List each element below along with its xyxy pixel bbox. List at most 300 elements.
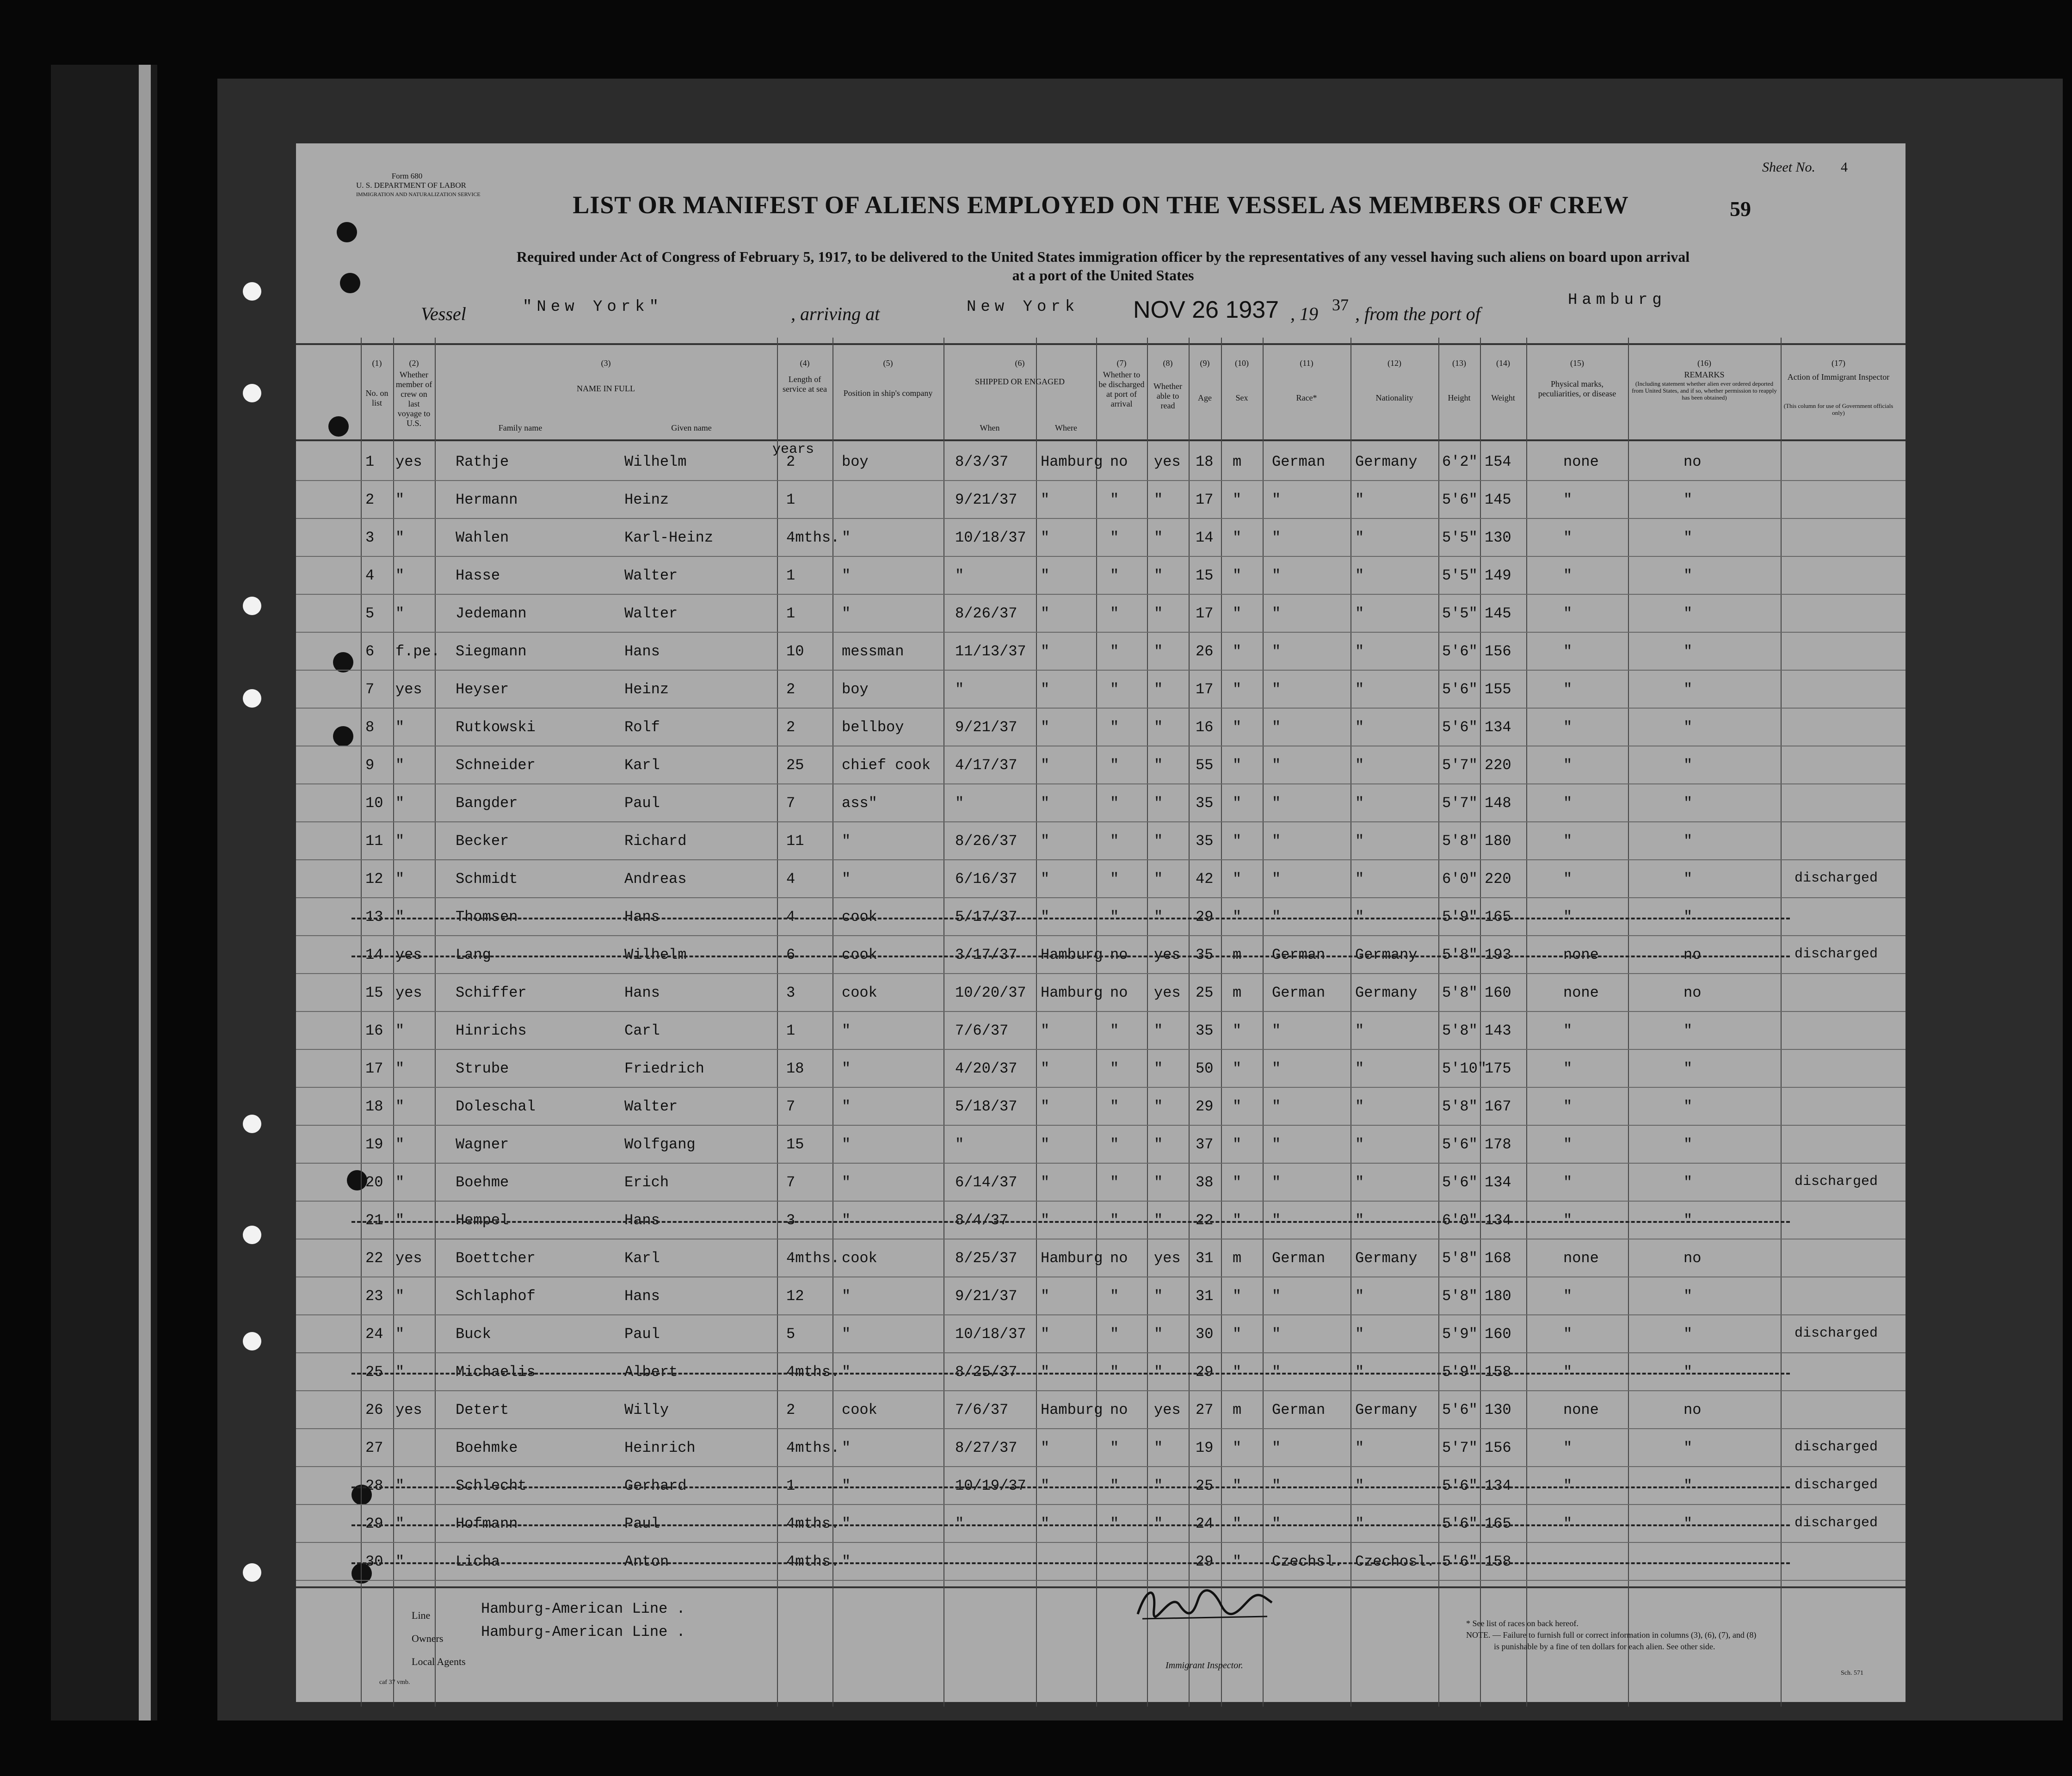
race: " (1272, 1515, 1281, 1532)
family-name: Wagner (456, 1136, 509, 1153)
race: German (1272, 946, 1326, 963)
table-row (296, 709, 1906, 746)
age: 29 (1196, 1363, 1214, 1381)
table-row (296, 558, 1906, 594)
nationality: Germany (1355, 453, 1418, 470)
family-name: Boehme (456, 1174, 509, 1191)
row-number: 8 (365, 719, 375, 736)
row-number: 15 (365, 984, 383, 1001)
sex: " (1233, 795, 1242, 812)
service-length: 5 (786, 1326, 796, 1343)
to-be-discharged: " (1110, 908, 1119, 925)
height: 5'9" (1442, 908, 1478, 925)
sex: " (1233, 1174, 1242, 1191)
shipped-when: " (955, 681, 964, 698)
able-to-read: " (1154, 908, 1163, 925)
shipped-where: " (1041, 643, 1050, 660)
col-9-header: Age (1198, 393, 1212, 402)
age: 37 (1196, 1136, 1214, 1153)
shipped-where: " (1041, 1212, 1050, 1229)
to-be-discharged: no (1110, 984, 1128, 1001)
physical-marks: " (1563, 1326, 1572, 1343)
prev-voyage: yes (395, 984, 422, 1001)
shipped-when: 7/6/37 (955, 1022, 1009, 1039)
service-length: 12 (786, 1288, 804, 1305)
shipped-where: " (1041, 1515, 1050, 1532)
given-name: Walter (624, 567, 678, 584)
height: 5'8" (1442, 1288, 1478, 1305)
remarks: " (1684, 1212, 1693, 1229)
able-to-read: " (1154, 1098, 1163, 1115)
shipped-where: " (1041, 1136, 1050, 1153)
nationality: Germany (1355, 1250, 1418, 1267)
family-name: Siegmann (456, 643, 527, 660)
table-bottom-rule (296, 1586, 1906, 1588)
given-name: Wilhelm (624, 946, 687, 963)
prev-voyage: " (395, 1477, 405, 1494)
height: 5'6" (1442, 1174, 1478, 1191)
row-number: 29 (365, 1515, 383, 1532)
age: 30 (1196, 1326, 1214, 1343)
col-17-note: (This column for use of Government officials only) (1783, 402, 1893, 416)
physical-marks: none (1563, 453, 1599, 470)
row-rule (296, 1163, 1906, 1164)
position: " (842, 1553, 851, 1570)
able-to-read: " (1154, 1060, 1163, 1077)
given-name: Paul (624, 1515, 660, 1532)
row-rule (296, 480, 1906, 481)
position: ass" (842, 795, 877, 812)
race: " (1272, 719, 1281, 736)
physical-marks: " (1563, 1098, 1572, 1115)
remarks: " (1684, 1439, 1693, 1456)
remarks: " (1684, 1326, 1693, 1343)
able-to-read: " (1154, 643, 1163, 660)
race: " (1272, 1212, 1281, 1229)
remarks: " (1684, 1477, 1693, 1494)
service-length: 4mths. (786, 1515, 840, 1532)
shipped-where: Hamburg (1041, 1401, 1103, 1418)
shipped-where: Hamburg (1041, 984, 1103, 1001)
shipped-when: 10/18/37 (955, 1326, 1026, 1343)
to-be-discharged: " (1110, 529, 1119, 546)
prev-voyage: " (395, 870, 405, 888)
physical-marks: " (1563, 1288, 1572, 1305)
given-name: Hans (624, 1288, 660, 1305)
physical-marks: " (1563, 1363, 1572, 1381)
race: German (1272, 1250, 1326, 1267)
prev-voyage: " (395, 908, 405, 925)
sex: m (1233, 984, 1242, 1001)
prev-voyage: " (395, 1553, 405, 1570)
sex: " (1233, 757, 1242, 774)
height: 5'6" (1442, 719, 1478, 736)
service-length: 1 (786, 491, 796, 508)
physical-marks: " (1563, 757, 1572, 774)
col-11-num: (11) (1300, 358, 1314, 368)
row-number: 22 (365, 1250, 383, 1267)
table-row (296, 1202, 1906, 1239)
physical-marks: " (1563, 643, 1572, 660)
row-rule (296, 973, 1906, 974)
physical-marks: none (1563, 946, 1599, 963)
shipped-when: 8/4/37 (955, 1212, 1009, 1229)
physical-marks: " (1563, 681, 1572, 698)
shipped-where: " (1041, 1326, 1050, 1343)
age: 29 (1196, 1553, 1214, 1570)
service-length: 1 (786, 1022, 796, 1039)
position: bellboy (842, 719, 904, 736)
family-name: Hempel (456, 1212, 509, 1229)
weight: 220 (1485, 757, 1511, 774)
binder-hole (243, 1563, 261, 1582)
family-name: Schlaphof (456, 1288, 536, 1305)
position: cook (842, 908, 877, 925)
height: 5'6" (1442, 1136, 1478, 1153)
physical-marks: " (1563, 870, 1572, 888)
table-row (296, 899, 1906, 936)
shipped-where: " (1041, 1363, 1050, 1381)
age: 17 (1196, 605, 1214, 622)
inspector-action: discharged (1794, 1174, 1878, 1190)
family-name: Boehmke (456, 1439, 518, 1456)
able-to-read: " (1154, 757, 1163, 774)
prev-voyage: " (395, 757, 405, 774)
remarks: " (1684, 1098, 1693, 1115)
age: 14 (1196, 529, 1214, 546)
position: " (842, 870, 851, 888)
col-17-header: Action of Immigrant Inspector (1787, 372, 1890, 382)
given-name: Karl (624, 757, 660, 774)
page-number: 59 (1730, 197, 1751, 221)
col-2-header: Whether member of crew on last voyage to U.S. (395, 370, 432, 428)
family-name: Schmidt (456, 870, 518, 888)
service-length: 4mths. (786, 1553, 840, 1570)
sex: " (1233, 719, 1242, 736)
service-length: 4 (786, 908, 796, 925)
family-name: Jedemann (456, 605, 527, 622)
shipped-where: " (1041, 681, 1050, 698)
position: " (842, 1174, 851, 1191)
col-1-header: No. on list (365, 388, 388, 407)
nationality: " (1355, 1477, 1364, 1494)
position: " (842, 1363, 851, 1381)
table-row (296, 1316, 1906, 1353)
physical-marks: " (1563, 605, 1572, 622)
table-row (296, 672, 1906, 708)
position: cook (842, 946, 877, 963)
table-row (296, 1392, 1906, 1429)
binder-hole (243, 1115, 261, 1133)
nationality: " (1355, 719, 1364, 736)
prev-voyage: " (395, 795, 405, 812)
family-name: Becker (456, 832, 509, 850)
row-number: 5 (365, 605, 375, 622)
row-number: 9 (365, 757, 375, 774)
subtitle-line-1: Required under Act of Congress of February 5, 1917, to be delivered to the United States immigration officer by the representatives of any vessel having such aliens on board upon arrival (516, 248, 1690, 265)
shipped-where: " (1041, 1288, 1050, 1305)
given-name: Carl (624, 1022, 660, 1039)
row-rule (296, 670, 1906, 671)
able-to-read: " (1154, 1022, 1163, 1039)
service-length: 7 (786, 795, 796, 812)
col-4-header: Length of service at sea (783, 375, 827, 394)
weight: 175 (1485, 1060, 1511, 1077)
nationality: Czechosl. (1355, 1553, 1435, 1570)
age: 29 (1196, 908, 1214, 925)
shipped-where: " (1041, 1174, 1050, 1191)
position: cook (842, 1250, 877, 1267)
nationality: " (1355, 1060, 1364, 1077)
position: " (842, 1212, 851, 1229)
to-be-discharged: " (1110, 681, 1119, 698)
race: " (1272, 1174, 1281, 1191)
sex: " (1233, 1136, 1242, 1153)
table-row (296, 1468, 1906, 1505)
shipped-when: 6/14/37 (955, 1174, 1018, 1191)
physical-marks: " (1563, 1136, 1572, 1153)
height: 5'5" (1442, 567, 1478, 584)
weight: 149 (1485, 567, 1511, 584)
prev-voyage: f.pe. (395, 643, 440, 660)
row-rule (296, 859, 1906, 860)
row-number: 21 (365, 1212, 383, 1229)
to-be-discharged: " (1110, 605, 1119, 622)
arriving-port: New York (967, 298, 1079, 316)
position: " (842, 1288, 851, 1305)
nationality: " (1355, 1363, 1364, 1381)
race: " (1272, 529, 1281, 546)
weight: 158 (1485, 1363, 1511, 1381)
height: 5'7" (1442, 1439, 1478, 1456)
given-name: Gerhard (624, 1477, 687, 1494)
weight: 168 (1485, 1250, 1511, 1267)
row-number: 23 (365, 1288, 383, 1305)
family-name: Schneider (456, 757, 536, 774)
sheet-number: 4 (1841, 160, 1848, 175)
able-to-read: " (1154, 1174, 1163, 1191)
weight: 156 (1485, 643, 1511, 660)
col-17-num: (17) (1832, 358, 1845, 368)
col-15-num: (15) (1570, 358, 1584, 368)
year-value: 37 (1332, 296, 1349, 314)
physical-marks: " (1563, 1439, 1572, 1456)
prev-voyage: yes (395, 1250, 422, 1267)
sex: " (1233, 567, 1242, 584)
row-number: 27 (365, 1439, 383, 1456)
given-name: Karl-Heinz (624, 529, 714, 546)
table-row (296, 1013, 1906, 1049)
shipped-where: " (1041, 1022, 1050, 1039)
height: 5'9" (1442, 1326, 1478, 1343)
table-row (296, 937, 1906, 974)
col-9-num: (9) (1200, 358, 1210, 368)
weight: 180 (1485, 1288, 1511, 1305)
row-rule (296, 1049, 1906, 1050)
race: " (1272, 1060, 1281, 1077)
to-be-discharged: " (1110, 643, 1119, 660)
nationality: Germany (1355, 984, 1418, 1001)
row-number: 4 (365, 567, 375, 584)
shipped-when: 9/21/37 (955, 491, 1018, 508)
col-12-num: (12) (1388, 358, 1401, 368)
row-rule (296, 1239, 1906, 1240)
binder-hole (243, 689, 261, 708)
sex: " (1233, 529, 1242, 546)
position: " (842, 529, 851, 546)
race: " (1272, 1326, 1281, 1343)
to-be-discharged: " (1110, 832, 1119, 850)
prev-voyage: yes (395, 453, 422, 470)
family-name: Thomsen (456, 908, 518, 925)
vessel-label: Vessel (421, 303, 466, 324)
prev-voyage: " (395, 1022, 405, 1039)
col-1-num: (1) (372, 358, 382, 368)
row-rule (296, 594, 1906, 595)
nationality: " (1355, 1136, 1364, 1153)
nationality: " (1355, 757, 1364, 774)
given-name: Willy (624, 1401, 669, 1418)
weight: 158 (1485, 1553, 1511, 1570)
family-name: Doleschal (456, 1098, 536, 1115)
sex: " (1233, 1477, 1242, 1494)
inspector-label: Immigrant Inspector. (1166, 1660, 1243, 1671)
prev-voyage: " (395, 1060, 405, 1077)
shipped-when: 10/18/37 (955, 529, 1026, 546)
physical-marks: " (1563, 567, 1572, 584)
table-row (296, 975, 1906, 1011)
weight: 155 (1485, 681, 1511, 698)
weight: 156 (1485, 1439, 1511, 1456)
sex: " (1233, 491, 1242, 508)
family-name: Detert (456, 1401, 509, 1418)
to-be-discharged: " (1110, 1515, 1119, 1532)
line-value: Hamburg-American Line . (481, 1600, 685, 1617)
shipped-when: 8/3/37 (955, 453, 1009, 470)
prev-voyage: " (395, 832, 405, 850)
position: " (842, 567, 851, 584)
weight: 143 (1485, 1022, 1511, 1039)
col-6-header: SHIPPED OR ENGAGED (974, 377, 1065, 386)
shipped-where: " (1041, 1439, 1050, 1456)
race: " (1272, 795, 1281, 812)
shipped-when: 8/25/37 (955, 1250, 1018, 1267)
nationality: " (1355, 491, 1364, 508)
col-3-header: NAME IN FULL (577, 384, 635, 393)
nationality: " (1355, 605, 1364, 622)
to-be-discharged: " (1110, 1288, 1119, 1305)
penalty-note-2: is punishable by a fine of ten dollars for each alien. See other side. (1494, 1642, 1715, 1651)
able-to-read: " (1154, 870, 1163, 888)
col-16-header: REMARKS (1684, 370, 1725, 379)
table-row (296, 1089, 1906, 1125)
sex: " (1233, 1553, 1242, 1570)
age: 29 (1196, 1098, 1214, 1115)
prev-voyage: " (395, 1515, 405, 1532)
shipped-when: 8/27/37 (955, 1439, 1018, 1456)
table-row (296, 1354, 1906, 1391)
age: 26 (1196, 643, 1214, 660)
punch-mark (340, 273, 360, 293)
weight: 148 (1485, 795, 1511, 812)
binder-hole (243, 1332, 261, 1350)
prev-voyage: yes (395, 946, 422, 963)
remarks: " (1684, 1363, 1693, 1381)
service-length: 2 (786, 719, 796, 736)
family-name: Hofmann (456, 1515, 518, 1532)
physical-marks: " (1563, 1174, 1572, 1191)
nationality: " (1355, 567, 1364, 584)
height: 5'5" (1442, 529, 1478, 546)
age: 22 (1196, 1212, 1214, 1229)
family-name: Michaelis (456, 1363, 536, 1381)
nationality: " (1355, 1212, 1364, 1229)
physical-marks: " (1563, 529, 1572, 546)
age: 35 (1196, 1022, 1214, 1039)
shipped-when: 10/19/37 (955, 1477, 1026, 1494)
height: 5'6" (1442, 1553, 1478, 1570)
sex: " (1233, 870, 1242, 888)
height: 5'8" (1442, 1250, 1478, 1267)
prev-voyage: " (395, 1363, 405, 1381)
age: 24 (1196, 1515, 1214, 1532)
row-number: 16 (365, 1022, 383, 1039)
age: 55 (1196, 757, 1214, 774)
sex: m (1233, 1250, 1242, 1267)
col-8-num: (8) (1163, 358, 1173, 368)
height: 5'8" (1442, 984, 1478, 1001)
given-name: Erich (624, 1174, 669, 1191)
remarks: " (1684, 832, 1693, 850)
given-name: Walter (624, 1098, 678, 1115)
row-number: 30 (365, 1553, 383, 1570)
weight: 167 (1485, 1098, 1511, 1115)
film-margin (51, 65, 157, 1720)
service-length: 4mths. (786, 1250, 840, 1267)
able-to-read: " (1154, 605, 1163, 622)
given-name: Heinrich (624, 1439, 696, 1456)
remarks: " (1684, 567, 1693, 584)
given-name: Paul (624, 1326, 660, 1343)
row-number: 7 (365, 681, 375, 698)
sex: " (1233, 1212, 1242, 1229)
position: " (842, 1326, 851, 1343)
position: messman (842, 643, 904, 660)
to-be-discharged: no (1110, 946, 1128, 963)
prev-voyage: " (395, 567, 405, 584)
sex: " (1233, 681, 1242, 698)
race: " (1272, 870, 1281, 888)
row-number: 17 (365, 1060, 383, 1077)
age: 31 (1196, 1288, 1214, 1305)
shipped-when: " (955, 795, 964, 812)
service-length: 2 (786, 681, 796, 698)
shipped-when: 8/26/37 (955, 605, 1018, 622)
age: 15 (1196, 567, 1214, 584)
row-number: 18 (365, 1098, 383, 1115)
to-be-discharged: " (1110, 1363, 1119, 1381)
owners-label: Owners (412, 1633, 444, 1644)
table-row (296, 1051, 1906, 1087)
physical-marks: " (1563, 795, 1572, 812)
shipped-where: " (1041, 832, 1050, 850)
to-be-discharged: " (1110, 1174, 1119, 1191)
to-be-discharged: " (1110, 870, 1119, 888)
row-number: 11 (365, 832, 383, 850)
age: 25 (1196, 1477, 1214, 1494)
able-to-read: " (1154, 795, 1163, 812)
col-4-num: (4) (800, 358, 810, 368)
